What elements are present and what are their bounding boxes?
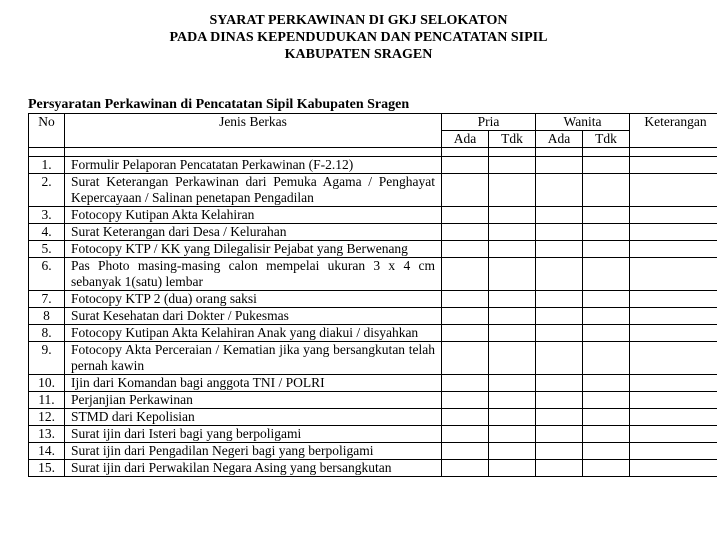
- cell-wanita-ada: [536, 224, 583, 241]
- cell-keterangan: [630, 426, 717, 443]
- cell-wanita-tdk: [583, 392, 630, 409]
- row-number: 12.: [29, 409, 65, 426]
- row-document-name: Perjanjian Perkawinan: [65, 392, 442, 409]
- row-document-name: Fotocopy KTP / KK yang Dilegalisir Pejabat yang Berwenang: [65, 241, 442, 258]
- cell-pria-tdk: [489, 174, 536, 207]
- cell-pria-tdk: [489, 426, 536, 443]
- cell-wanita-ada: [536, 392, 583, 409]
- cell-keterangan: [630, 174, 717, 207]
- table-row: [29, 224, 717, 241]
- cell-keterangan: [630, 443, 717, 460]
- table-body: [29, 148, 717, 477]
- row-number: 4.: [29, 224, 65, 241]
- row-number: 11.: [29, 392, 65, 409]
- cell-wanita-tdk: [583, 157, 630, 174]
- row-document-name: Surat ijin dari Isteri bagi yang berpoligami: [65, 426, 442, 443]
- row-number: 14.: [29, 443, 65, 460]
- header-pria-tdk: Tdk: [489, 131, 536, 148]
- requirements-table: [28, 113, 717, 477]
- cell-wanita-ada: [536, 426, 583, 443]
- cell-wanita-tdk: [583, 308, 630, 325]
- cell-pria-ada: [442, 409, 489, 426]
- table-row: [29, 426, 717, 443]
- cell-pria-tdk: [489, 241, 536, 258]
- table-row: [29, 392, 717, 409]
- cell-keterangan: [630, 342, 717, 375]
- row-number: 7.: [29, 291, 65, 308]
- cell-wanita-tdk: [583, 291, 630, 308]
- table-row: [29, 174, 717, 207]
- cell-pria-ada: [442, 426, 489, 443]
- row-number: 2.: [29, 174, 65, 207]
- table-row: [29, 342, 717, 375]
- cell-pria-ada: [442, 443, 489, 460]
- cell-wanita-tdk: [583, 325, 630, 342]
- cell-wanita-ada: [536, 342, 583, 375]
- cell-pria-tdk: [489, 291, 536, 308]
- cell-pria-ada: [442, 375, 489, 392]
- cell-wanita-ada: [536, 241, 583, 258]
- row-document-name: Fotocopy Kutipan Akta Kelahiran Anak yang diakui / disyahkan: [65, 325, 442, 342]
- cell-wanita-ada: [536, 460, 583, 477]
- cell-wanita-tdk: [583, 409, 630, 426]
- cell-pria-tdk: [489, 460, 536, 477]
- cell-keterangan: [630, 460, 717, 477]
- cell-pria-tdk: [489, 157, 536, 174]
- cell-pria-tdk: [489, 375, 536, 392]
- row-number: 1.: [29, 157, 65, 174]
- spacer-cell: [630, 148, 717, 157]
- spacer-cell: [442, 148, 489, 157]
- header-wanita-tdk: Tdk: [583, 131, 630, 148]
- cell-keterangan: [630, 308, 717, 325]
- cell-keterangan: [630, 409, 717, 426]
- row-number: 9.: [29, 342, 65, 375]
- header-wanita: Wanita: [536, 114, 630, 131]
- table-row: [29, 258, 717, 291]
- cell-wanita-tdk: [583, 241, 630, 258]
- cell-pria-tdk: [489, 207, 536, 224]
- header-keterangan: Keterangan: [630, 114, 717, 148]
- header-no: No: [29, 114, 65, 148]
- cell-pria-ada: [442, 224, 489, 241]
- cell-pria-ada: [442, 174, 489, 207]
- cell-keterangan: [630, 241, 717, 258]
- cell-keterangan: [630, 325, 717, 342]
- cell-pria-ada: [442, 325, 489, 342]
- cell-wanita-tdk: [583, 258, 630, 291]
- header-line-3: KABUPATEN SRAGEN: [284, 47, 433, 62]
- table-row: [29, 460, 717, 477]
- cell-pria-ada: [442, 392, 489, 409]
- spacer-cell: [583, 148, 630, 157]
- cell-wanita-ada: [536, 258, 583, 291]
- cell-pria-ada: [442, 291, 489, 308]
- table-row: [29, 291, 717, 308]
- cell-pria-ada: [442, 308, 489, 325]
- row-document-name: Surat Keterangan dari Desa / Kelurahan: [65, 224, 442, 241]
- header-wanita-ada: Ada: [536, 131, 583, 148]
- row-number: 8.: [29, 325, 65, 342]
- row-number: 5.: [29, 241, 65, 258]
- table-row: [29, 308, 717, 325]
- row-document-name: Ijin dari Komandan bagi anggota TNI / POLRI: [65, 375, 442, 392]
- cell-wanita-ada: [536, 325, 583, 342]
- cell-pria-ada: [442, 460, 489, 477]
- cell-wanita-tdk: [583, 426, 630, 443]
- row-document-name: Surat Kesehatan dari Dokter / Pukesmas: [65, 308, 442, 325]
- cell-pria-tdk: [489, 409, 536, 426]
- header-pria-ada: Ada: [442, 131, 489, 148]
- header-line-1: SYARAT PERKAWINAN DI GKJ SELOKATON: [209, 13, 508, 28]
- cell-pria-tdk: [489, 325, 536, 342]
- cell-wanita-ada: [536, 443, 583, 460]
- row-document-name: Fotocopy Akta Perceraian / Kematian jika yang bersangkutan telah pernah kawin: [65, 342, 442, 375]
- cell-pria-tdk: [489, 443, 536, 460]
- header-jenis-berkas: Jenis Berkas: [65, 114, 442, 148]
- row-document-name: Surat ijin dari Pengadilan Negeri bagi yang berpoligami: [65, 443, 442, 460]
- table-row: [29, 157, 717, 174]
- row-number: 15.: [29, 460, 65, 477]
- cell-keterangan: [630, 224, 717, 241]
- row-document-name: Fotocopy KTP 2 (dua) orang saksi: [65, 291, 442, 308]
- cell-wanita-ada: [536, 291, 583, 308]
- cell-wanita-ada: [536, 409, 583, 426]
- cell-wanita-ada: [536, 308, 583, 325]
- section-title: Persyaratan Perkawinan di Pencatatan Sipil Kabupaten Sragen: [28, 97, 410, 112]
- table-row: [29, 409, 717, 426]
- cell-pria-ada: [442, 207, 489, 224]
- cell-pria-tdk: [489, 392, 536, 409]
- cell-pria-tdk: [489, 224, 536, 241]
- cell-pria-ada: [442, 342, 489, 375]
- row-document-name: Pas Photo masing-masing calon mempelai ukuran 3 x 4 cm sebanyak 1(satu) lembar: [65, 258, 442, 291]
- table-row: [29, 207, 717, 224]
- document-header: [0, 12, 717, 63]
- table-row: [29, 443, 717, 460]
- spacer-cell: [489, 148, 536, 157]
- cell-wanita-tdk: [583, 224, 630, 241]
- row-number: 10.: [29, 375, 65, 392]
- spacer-cell: [536, 148, 583, 157]
- cell-keterangan: [630, 291, 717, 308]
- row-document-name: Surat ijin dari Perwakilan Negara Asing yang bersangkutan: [65, 460, 442, 477]
- table-header: [29, 114, 717, 148]
- cell-pria-tdk: [489, 258, 536, 291]
- row-document-name: STMD dari Kepolisian: [65, 409, 442, 426]
- cell-keterangan: [630, 207, 717, 224]
- cell-wanita-tdk: [583, 174, 630, 207]
- row-document-name: Surat Keterangan Perkawinan dari Pemuka Agama / Penghayat Kepercayaan / Salinan penetapan Pengadilan: [65, 174, 442, 207]
- row-number: 6.: [29, 258, 65, 291]
- cell-keterangan: [630, 258, 717, 291]
- row-number: 13.: [29, 426, 65, 443]
- cell-wanita-tdk: [583, 207, 630, 224]
- row-document-name: Formulir Pelaporan Pencatatan Perkawinan (F-2.12): [65, 157, 442, 174]
- row-number: 3.: [29, 207, 65, 224]
- table-row: [29, 325, 717, 342]
- row-document-name: Fotocopy Kutipan Akta Kelahiran: [65, 207, 442, 224]
- spacer-cell: [65, 148, 442, 157]
- cell-wanita-ada: [536, 375, 583, 392]
- cell-wanita-ada: [536, 207, 583, 224]
- cell-pria-ada: [442, 241, 489, 258]
- cell-keterangan: [630, 375, 717, 392]
- cell-pria-ada: [442, 258, 489, 291]
- table-row: [29, 375, 717, 392]
- header-line-2: PADA DINAS KEPENDUDUKAN DAN PENCATATAN SIPIL: [169, 30, 548, 45]
- cell-pria-tdk: [489, 308, 536, 325]
- cell-wanita-tdk: [583, 460, 630, 477]
- row-number: 8: [29, 308, 65, 325]
- cell-wanita-tdk: [583, 342, 630, 375]
- cell-wanita-tdk: [583, 443, 630, 460]
- cell-keterangan: [630, 157, 717, 174]
- cell-pria-ada: [442, 157, 489, 174]
- spacer-cell: [29, 148, 65, 157]
- header-pria: Pria: [442, 114, 536, 131]
- table-spacer-row: [29, 148, 717, 157]
- cell-wanita-ada: [536, 157, 583, 174]
- cell-pria-tdk: [489, 342, 536, 375]
- cell-wanita-tdk: [583, 375, 630, 392]
- cell-wanita-ada: [536, 174, 583, 207]
- cell-keterangan: [630, 392, 717, 409]
- table-row: [29, 241, 717, 258]
